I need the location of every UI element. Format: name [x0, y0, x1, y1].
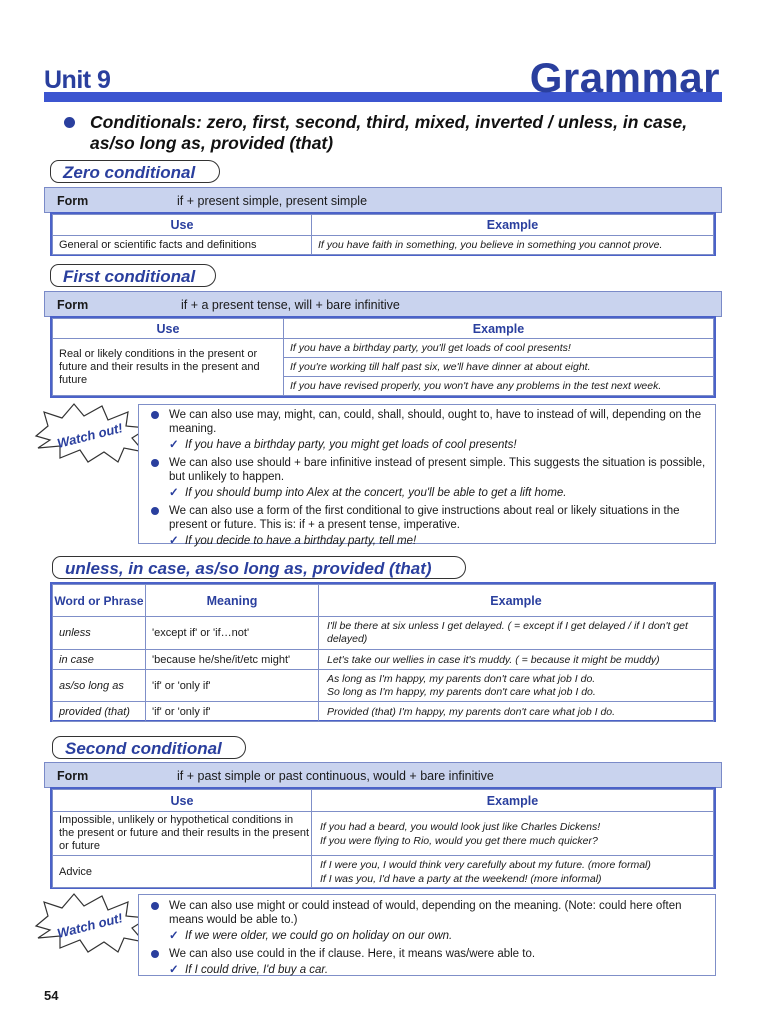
table-unless — [50, 582, 716, 722]
page-title: Grammar — [529, 54, 720, 101]
table-row: in case 'because he/she/it/etc might' Let's take our wellies in case it's muddy. ( = because it might be muddy) — [53, 650, 714, 670]
note-item: We can also use should + bare infinitive instead of present simple. This suggests the situation is possible, but unlikely to happen. — [149, 456, 709, 484]
section-title-unless: unless, in case, as/so long as, provided (that) — [52, 556, 466, 579]
table-zero — [50, 212, 716, 256]
use-cell: General or scientific facts and definitions — [53, 236, 312, 255]
check-icon: ✓ — [169, 487, 179, 499]
form-label: Form — [57, 194, 89, 208]
table-row: provided (that) 'if' or 'only if' Provided (that) I'm happy, my parents don't care what job I do. — [53, 702, 714, 722]
bullet-icon — [151, 950, 159, 958]
col-header-use: Use — [53, 319, 284, 339]
col-header-use: Use — [53, 215, 312, 236]
note-example: ✓ If I could drive, I'd buy a car. — [169, 964, 329, 976]
form-text: if + past simple or past continuous, would + bare infinitive — [177, 769, 494, 783]
watch-out-badge-2 — [30, 890, 154, 954]
table-second — [50, 787, 716, 889]
note-item: We can also use may, might, can, could, shall, should, ought to, have to instead of will, depending on the meaning. — [149, 408, 709, 436]
note-example: ✓ If you should bump into Alex at the concert, you'll be able to get a lift home. — [169, 487, 567, 499]
example-cell: If you have a birthday party, you'll get loads of cool presents! — [284, 339, 714, 358]
bullet-icon — [151, 902, 159, 910]
use-cell: Real or likely conditions in the present or future and their results in the present and future — [53, 339, 284, 396]
form-text: if + present simple, present simple — [177, 194, 368, 208]
check-icon: ✓ — [169, 930, 179, 942]
col-header-example: Example — [312, 790, 714, 812]
page-number: 54 — [44, 988, 59, 1003]
form-bar-first — [44, 291, 722, 317]
bullet-icon — [151, 411, 159, 419]
section-title-zero: Zero conditional — [50, 160, 220, 183]
example-cell: If you're working till half past six, we'll have dinner at about eight. — [284, 358, 714, 377]
col-header-example: Example — [319, 585, 714, 617]
unit-label: Unit 9 — [44, 66, 111, 94]
col-header-meaning: Meaning — [146, 585, 319, 617]
note-example: ✓ If you decide to have a birthday party, tell me! — [169, 535, 417, 547]
example-cell: If you have revised properly, you won't have any problems in the test next week. — [284, 377, 714, 396]
section-title-second: Second conditional — [52, 736, 246, 759]
note-item: We can also use could in the if clause. Here, it means was/were able to. — [149, 947, 709, 961]
table-row: Impossible, unlikely or hypothetical conditions in the present or future and their results in the present or future If you had a beard, you would look just like Charles Dickens! If you were flying to Rio, would you get there much quicker? — [53, 812, 714, 856]
table-row: as/so long as 'if' or 'only if' As long as I'm happy, my parents don't care what job I do. So long as I'm happy, my parents don't care what job I do. — [53, 670, 714, 702]
note-item: We can also use a form of the first conditional to give instructions about real or likely situations in the present or future. This is: if + a present tense, imperative. — [149, 504, 709, 532]
example-cell: If you have faith in something, you believe in something you cannot prove. — [312, 236, 714, 255]
col-header-use: Use — [53, 790, 312, 812]
form-text: if + a present tense, will + bare infinitive — [181, 298, 400, 312]
col-header-example: Example — [312, 215, 714, 236]
form-label: Form — [57, 298, 89, 312]
check-icon: ✓ — [169, 964, 179, 976]
col-header-word: Word or Phrase — [53, 585, 146, 617]
note-example: ✓ If you have a birthday party, you might get loads of cool presents! — [169, 439, 517, 451]
watch-out-text: Watch out! — [55, 420, 125, 451]
section-title-first: First conditional — [50, 264, 216, 287]
topic-bullet — [64, 117, 75, 128]
bullet-icon — [151, 459, 159, 467]
watch-out-box-2 — [138, 894, 716, 976]
form-bar-second — [44, 762, 722, 788]
table-row: Advice If I were you, I would think very carefully about my future. (more formal) If I was you, I'd have a party at the weekend! (more informal) — [53, 856, 714, 888]
check-icon: ✓ — [169, 439, 179, 451]
bullet-icon — [151, 507, 159, 515]
form-bar-zero — [44, 187, 722, 213]
watch-out-badge-1 — [30, 400, 154, 464]
note-item: We can also use might or could instead of would, depending on the meaning. (Note: could here often means would be able to.) — [149, 899, 709, 927]
check-icon: ✓ — [169, 535, 179, 547]
table-first — [50, 316, 716, 398]
form-label: Form — [57, 769, 89, 783]
topic-heading: Conditionals: zero, first, second, third, mixed, inverted / unless, in case, as/so long as, provided (that) — [90, 112, 688, 153]
watch-out-text: Watch out! — [55, 910, 125, 941]
col-header-example: Example — [284, 319, 714, 339]
table-row: unless 'except if' or 'if…not' I'll be there at six unless I get delayed. ( = except if I get delayed / if I don't get delayed) — [53, 617, 714, 650]
watch-out-box-1 — [138, 404, 716, 547]
note-example: ✓ If we were older, we could go on holiday on our own. — [169, 930, 453, 942]
